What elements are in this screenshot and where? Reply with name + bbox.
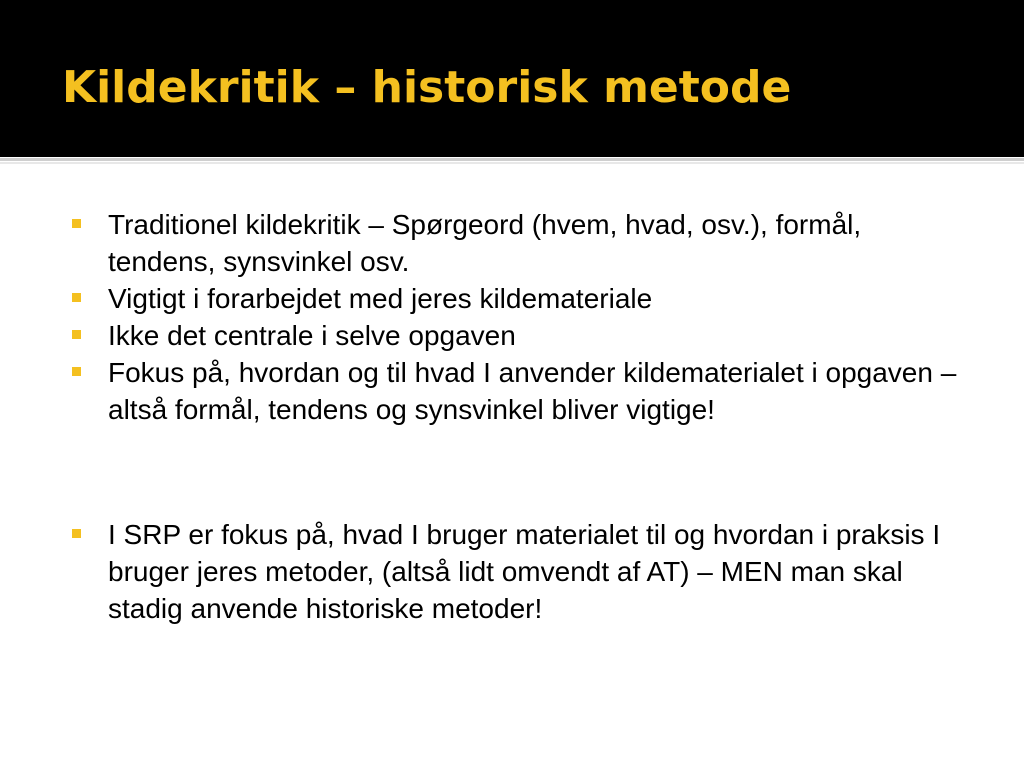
bullet-list	[72, 206, 972, 627]
bullet-item	[72, 516, 972, 627]
square-bullet-icon	[72, 529, 81, 538]
bullet-text: Fokus på, hvordan og til hvad I anvender kildematerialet i opgaven – altså formål, tendens og synsvinkel bliver vigtige!	[108, 357, 957, 425]
bullet-item	[72, 317, 972, 354]
square-bullet-icon	[72, 293, 81, 302]
bullet-text: Ikke det centrale i selve opgaven	[108, 320, 516, 351]
title-band	[0, 0, 1024, 157]
bullet-item	[72, 354, 972, 428]
bullet-item	[72, 206, 972, 280]
bullet-text: Traditionel kildekritik – Spørgeord (hvem, hvad, osv.), formål, tendens, synsvinkel osv.	[108, 209, 862, 277]
title-divider-shadow	[0, 162, 1024, 164]
title-divider	[0, 158, 1024, 161]
bullet-text: Vigtigt i forarbejdet med jeres kildemateriale	[108, 283, 653, 314]
square-bullet-icon	[72, 367, 81, 376]
bullet-text: I SRP er fokus på, hvad I bruger materialet til og hvordan i praksis I bruger jeres metoder, (altså lidt omvendt af AT) – MEN man skal stadig anvende historiske metoder!	[108, 519, 941, 624]
bullet-item	[72, 280, 972, 317]
square-bullet-icon	[72, 219, 81, 228]
slide-title: Kildekritik – historisk metode	[62, 62, 792, 113]
square-bullet-icon	[72, 330, 81, 339]
